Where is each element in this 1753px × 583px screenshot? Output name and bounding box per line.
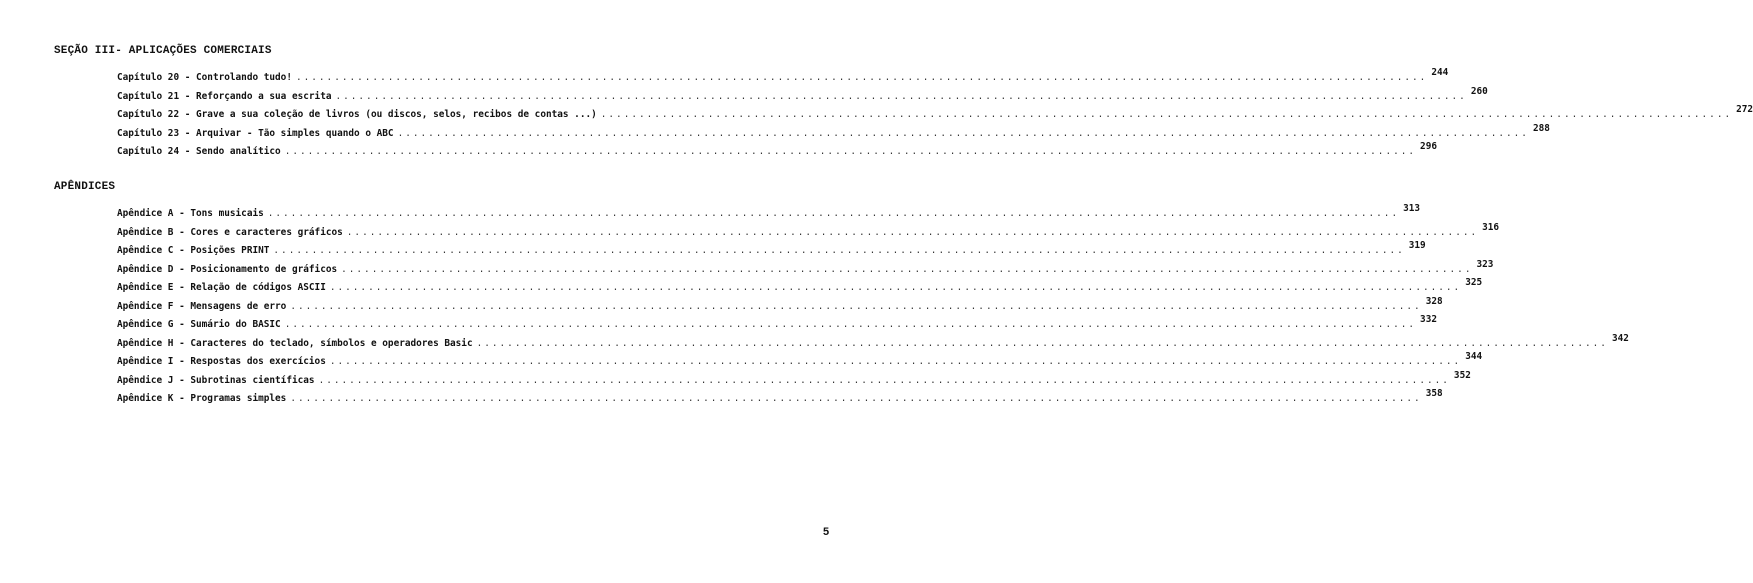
dot-leader: .................................................................................................................................................... — [397, 128, 1529, 139]
dot-leader: .................................................................................................................................................... — [284, 146, 1417, 157]
toc-entry — [117, 85, 1488, 103]
section-title-aplicacoes-comerciais: SEÇÃO III- APLICAÇÕES COMERCIAIS — [54, 45, 272, 57]
toc-entry-label: Capítulo 21 - Reforçando a sua escrita — [117, 91, 332, 102]
toc-entry — [117, 258, 1494, 276]
toc-entry-label: Apêndice K - Programas simples — [117, 393, 287, 404]
dot-leader: .................................................................................................................................................... — [290, 301, 1422, 312]
toc-entry-page: 260 — [1470, 86, 1488, 97]
toc-entry-page: 272 — [1736, 104, 1753, 115]
toc-entry-label: Capítulo 22 - Grave a sua coleção de livros (ou discos, selos, recibos de contas ...) — [117, 109, 597, 120]
dot-leader: .................................................................................................................................................... — [267, 208, 1400, 219]
toc-entry — [117, 239, 1426, 257]
toc-entry — [117, 369, 1471, 387]
dot-leader: .................................................................................................................................................... — [273, 245, 1405, 256]
toc-entry-page: 325 — [1465, 277, 1483, 288]
dot-leader: .................................................................................................................................................... — [476, 338, 1608, 349]
toc-entry-page: 313 — [1403, 203, 1421, 214]
dot-leader: .................................................................................................................................................... — [341, 264, 1473, 275]
toc-entry — [117, 313, 1437, 331]
toc-entry-label: Apêndice I - Respostas dos exercícios — [117, 356, 326, 367]
toc-entry-page: 328 — [1425, 296, 1443, 307]
toc-entry-label: Apêndice G - Sumário do BASIC — [117, 319, 281, 330]
toc-entry — [117, 66, 1449, 84]
toc-entry — [117, 122, 1550, 140]
toc-entry — [117, 387, 1443, 405]
toc-entry-page: 316 — [1482, 222, 1500, 233]
toc-entry-label: Apêndice J - Subrotinas científicas — [117, 375, 315, 386]
dot-leader: .................................................................................................................................................... — [284, 319, 1417, 330]
toc-entry-page: 332 — [1420, 314, 1437, 325]
toc-entry-page: 296 — [1420, 141, 1437, 152]
toc-entry-page: 344 — [1465, 351, 1483, 362]
toc-entry-page: 352 — [1453, 370, 1471, 381]
page-number: 5 — [823, 526, 830, 538]
toc-entry-page: 342 — [1611, 333, 1629, 344]
toc-entry-label: Capítulo 24 - Sendo analítico — [117, 146, 281, 157]
toc-entry-page: 323 — [1476, 259, 1494, 270]
toc-entry-label: Apêndice C - Posições PRINT — [117, 245, 270, 256]
toc-entry — [117, 221, 1500, 239]
toc-entry-label: Apêndice F - Mensagens de erro — [117, 301, 287, 312]
toc-entry-label: Capítulo 23 - Arquivar - Tão simples quando o ABC — [117, 128, 394, 139]
toc-entry-label: Apêndice B - Cores e caracteres gráficos — [117, 227, 343, 238]
dot-leader: .................................................................................................................................................... — [600, 109, 1733, 120]
dot-leader: .................................................................................................................................................... — [318, 375, 1450, 386]
toc-entry — [117, 103, 1753, 121]
toc-entry-page: 288 — [1532, 123, 1550, 134]
toc-entry-label: Apêndice A - Tons musicais — [117, 208, 264, 219]
toc-entry-label: Apêndice D - Posicionamento de gráficos — [117, 264, 338, 275]
toc-entry-page: 319 — [1408, 240, 1426, 251]
toc-entry — [117, 350, 1483, 368]
dot-leader: .................................................................................................................................................... — [290, 393, 1422, 404]
toc-entry — [117, 140, 1437, 158]
dot-leader: .................................................................................................................................................... — [335, 91, 1467, 102]
toc-entry-label: Capítulo 20 - Controlando tudo! — [117, 72, 292, 83]
toc-entry-label: Apêndice H - Caracteres do teclado, símbolos e operadores Basic — [117, 338, 473, 349]
section-title-apendices: APÊNDICES — [54, 181, 116, 193]
toc-entry-page: 244 — [1431, 67, 1449, 78]
dot-leader: .................................................................................................................................................... — [295, 72, 1428, 83]
toc-entry — [117, 276, 1483, 294]
toc-entry — [117, 202, 1421, 220]
toc-entry — [117, 295, 1443, 313]
dot-leader: .................................................................................................................................................... — [346, 227, 1479, 238]
dot-leader: .................................................................................................................................................... — [329, 282, 1462, 293]
toc-entry-label: Apêndice E - Relação de códigos ASCII — [117, 282, 326, 293]
toc-entry-page: 358 — [1425, 388, 1443, 399]
dot-leader: .................................................................................................................................................... — [329, 356, 1462, 367]
toc-entry — [117, 332, 1629, 350]
